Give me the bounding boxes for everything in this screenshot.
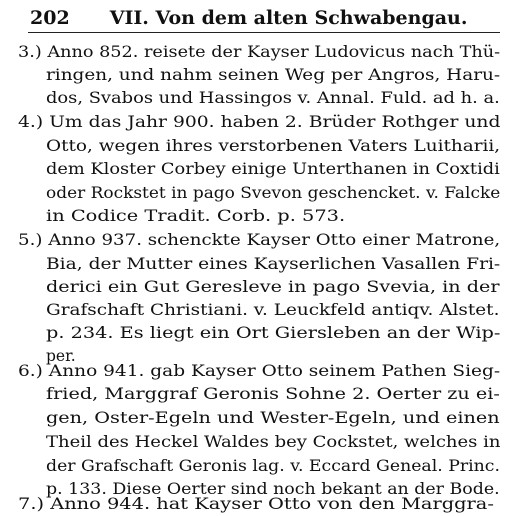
entry-line: der Grafschaft Geronis lag. v. Eccard Geneal. Princ. <box>46 457 500 475</box>
entry-line: Otto, wegen ihres verstorbenen Vaters Luitharii, <box>46 137 501 155</box>
entry-line: dem Kloster Corbey einige Unterthanen in Coxtidi <box>46 160 500 178</box>
entry-line: Grafschaft Christiani. v. Leuckfeld antiqv. Alstet. <box>46 301 500 319</box>
entry-line: Theil des Heckel Waldes bey Cockstet, welches in <box>46 433 501 451</box>
entry-first-line: 6.) Anno 941. gab Kayser Otto seinem Pathen Sieg- <box>18 362 501 380</box>
entry-line: in Codice Tradit. Corb. p. 573. <box>46 207 346 225</box>
entry-first-line: 3.) Anno 852. reisete der Kayser Ludovicus nach Thü- <box>18 43 501 61</box>
entry-line: ringen, und nahm seinen Weg per Angros, Haru- <box>46 66 501 84</box>
entry-line: p. 133. Diese Oerter sind noch bekant an der Bode. <box>46 480 500 498</box>
entry-first-line: 7.) Anno 944. hat Kayser Otto von den Marggra- <box>18 495 494 513</box>
page-number: 202 <box>30 7 70 29</box>
header-rule <box>28 32 500 33</box>
entry-line: p. 234. Es liegt ein Ort Giersleben an der Wip- <box>46 324 501 342</box>
running-title: VII. Von dem alten Schwabengau. <box>109 7 468 29</box>
entry-line: derici ein Gut Geresleve in pago Svevia, in der <box>46 278 500 296</box>
entry-first-line: 4.) Um das Jahr 900. haben 2. Brüder Rothger und <box>18 113 501 131</box>
page-header <box>30 4 500 32</box>
entry-line: gen, Oster-Egeln und Wester-Egeln, und einen <box>46 409 500 427</box>
entry-line: per. <box>46 347 76 365</box>
entry-line: fried, Marggraf Geronis Sohne 2. Oerter zu ei- <box>46 385 500 403</box>
entry-first-line: 5.) Anno 937. schenckte Kayser Otto einer Matrone, <box>18 231 501 249</box>
entry-line: oder Rockstet in pago Svevon geschencket. v. Falcke <box>46 184 501 202</box>
entry-line: dos, Svabos und Hassingos v. Annal. Fuld. ad h. a. <box>46 89 500 107</box>
entry-line: Bia, der Mutter eines Kayserlichen Vasallen Fri- <box>46 255 501 273</box>
